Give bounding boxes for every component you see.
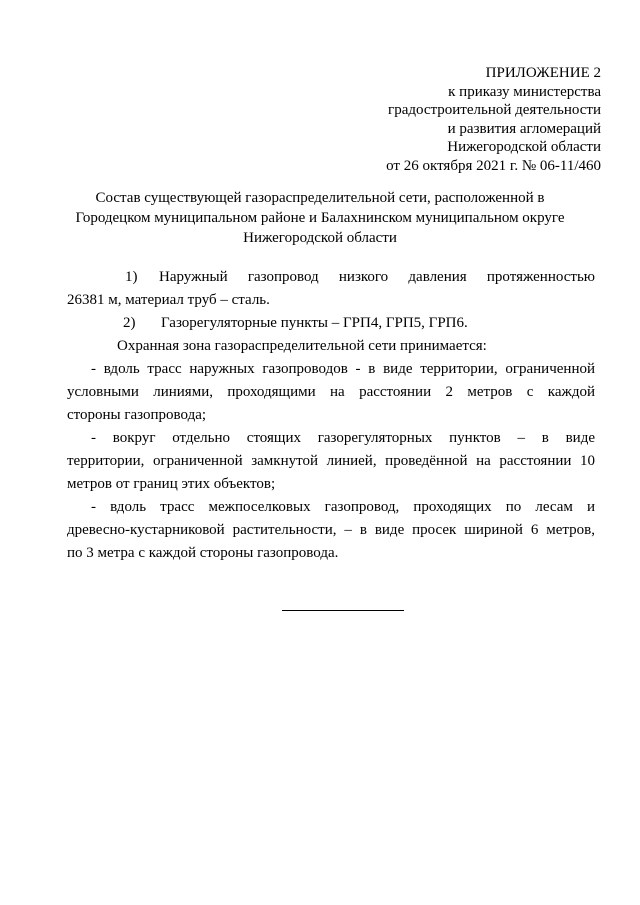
list-item-number: 1) xyxy=(125,269,138,285)
protection-clause-2 xyxy=(67,427,595,496)
protection-clause-3 xyxy=(67,496,595,565)
clause-line: - вокруг отдельно стоящих газорегуляторных пунктов – в виде xyxy=(91,430,595,446)
region-line: Нижегородской области xyxy=(447,139,601,156)
appendix-title: ПРИЛОЖЕНИЕ 2 xyxy=(485,65,601,81)
order-date-number: от 26 октября 2021 г. № 06-11/460 xyxy=(386,157,601,174)
ministry-name-line: и развития агломераций xyxy=(447,120,601,137)
clause-line: по 3 метра с каждой стороны газопровода. xyxy=(67,545,339,561)
list-item-text: 26381 м, материал труб – сталь. xyxy=(67,292,270,308)
clause-line: стороны газопровода; xyxy=(67,407,207,423)
title-line: Городецком муниципальном районе и Балахнинском муниципальном округе xyxy=(75,210,565,226)
list-item-1-continuation xyxy=(67,289,595,312)
title-line: Нижегородской области xyxy=(243,230,397,246)
list-item-number: 2) xyxy=(123,315,136,331)
ministry-name-line: градостроительной деятельности xyxy=(388,102,601,119)
order-reference-line: к приказу министерства xyxy=(448,83,601,100)
list-item-1-first-line xyxy=(93,266,595,289)
protection-zone-intro: Охранная зона газораспределительной сети принимается: xyxy=(117,338,487,354)
list-item-text: Газорегуляторные пункты – ГРП4, ГРП5, ГРП6. xyxy=(161,315,468,331)
clause-line: метров от границ этих объектов; xyxy=(67,476,276,492)
clause-line: - вдоль трасс наружных газопроводов - в виде территории, ограниченной xyxy=(91,361,595,377)
clause-line: древесно-кустарниковой растительности, – в виде просек шириной 6 метров, xyxy=(67,522,595,538)
title-line: Состав существующей газораспределительной сети, расположенной в xyxy=(95,190,545,206)
list-item-text: Наружный газопровод низкого давления протяженностью xyxy=(159,269,595,285)
closing-rule xyxy=(282,610,404,611)
list-item-2 xyxy=(93,312,595,335)
document-title xyxy=(60,188,580,248)
clause-line: - вдоль трасс межпоселковых газопровод, проходящих по лесам и xyxy=(91,499,595,515)
document-body xyxy=(67,266,595,565)
clause-line: условными линиями, проходящими на расстоянии 2 метров с каждой xyxy=(67,384,595,400)
clause-line: территории, ограниченной замкнутой линией, проведённой на расстоянии 10 xyxy=(67,453,595,469)
list-item-1 xyxy=(93,266,595,289)
appendix-header xyxy=(386,64,601,176)
protection-clause-1 xyxy=(67,358,595,427)
